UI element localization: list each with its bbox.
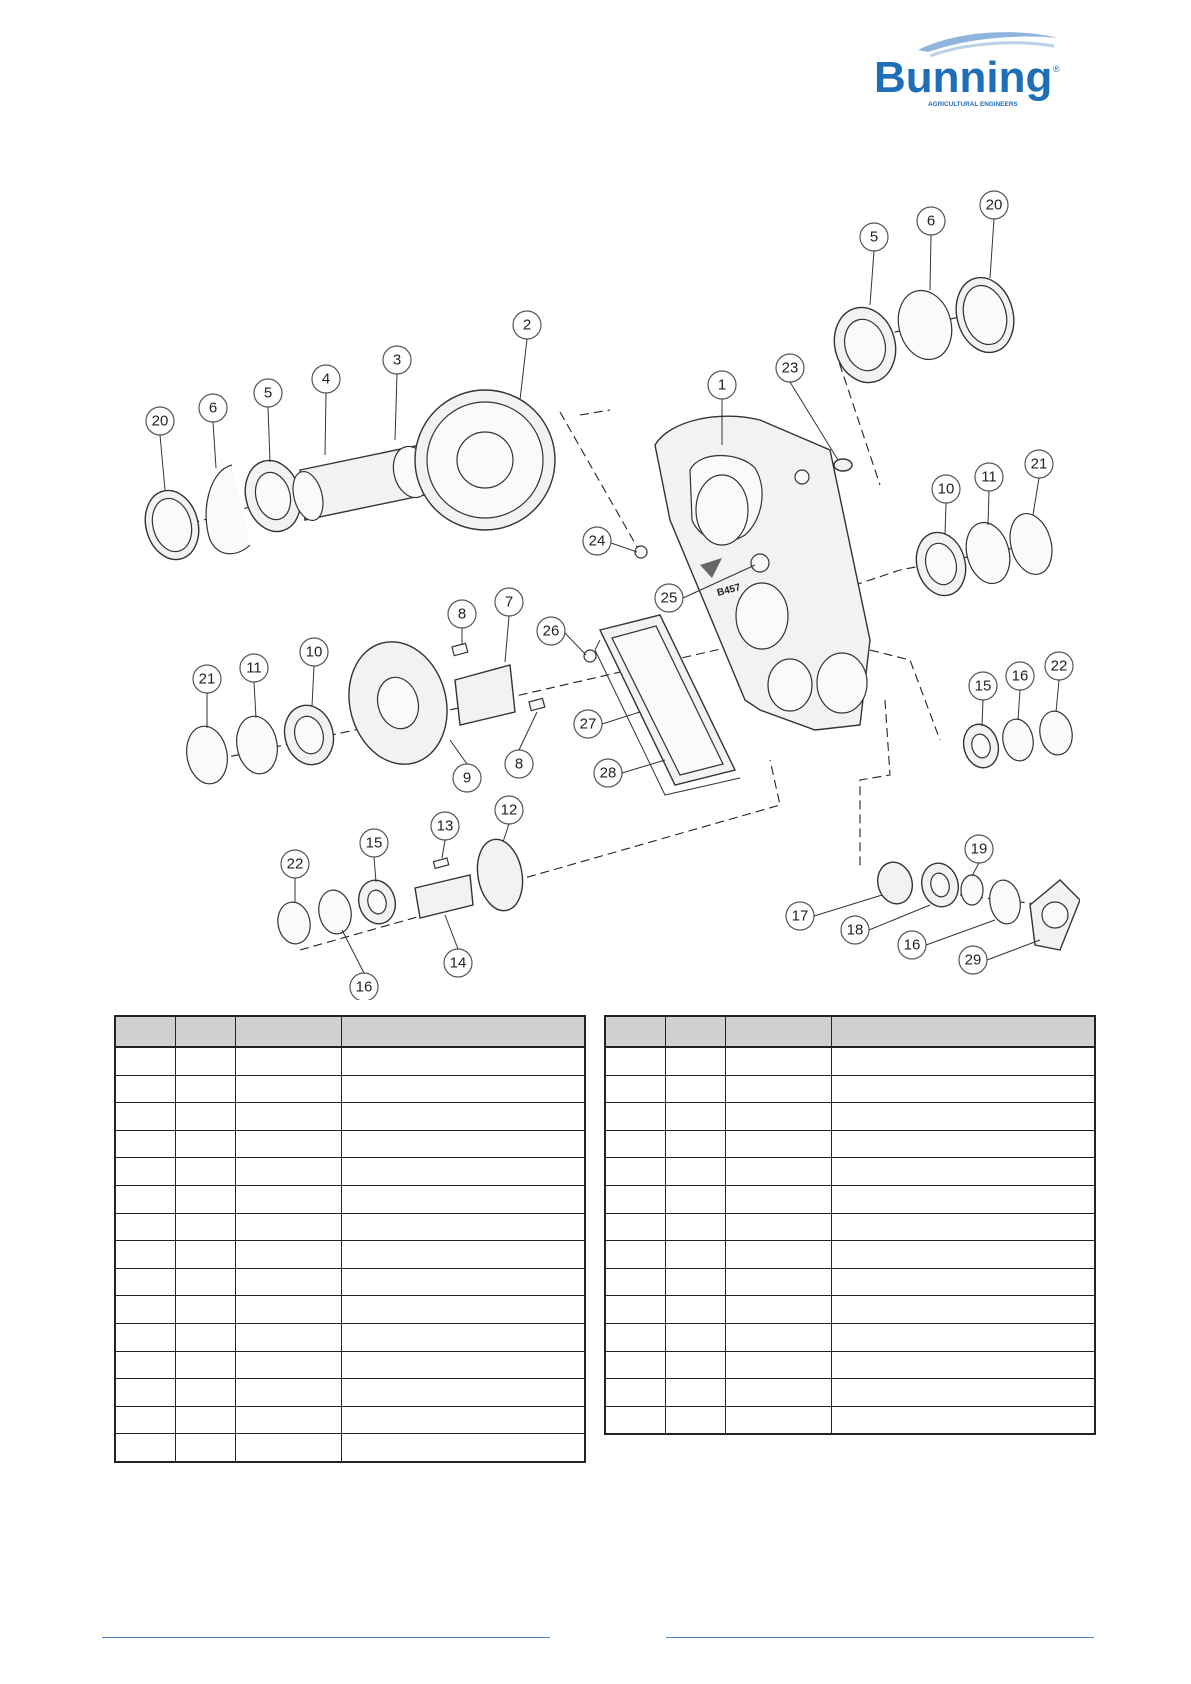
callout-11b [240,654,268,682]
callout-22b [1045,652,1073,680]
svg-text:18: 18 [846,921,864,939]
callout-24 [583,527,611,555]
parts-table-right [604,1015,1096,1435]
callout-26 [537,617,565,645]
svg-text:26: 26 [542,622,560,640]
table-cell [831,1075,1095,1103]
table-cell [665,1047,725,1075]
table-body [605,1047,1095,1434]
middle-right-bearing-set [910,509,1059,601]
table-cell [665,1241,725,1269]
callout-7 [495,588,523,616]
table-cell [605,1406,665,1434]
callout-23 [776,354,804,382]
table-row [605,1241,1095,1269]
svg-text:1: 1 [717,376,727,394]
svg-text:16: 16 [355,978,373,996]
table-cell [831,1351,1095,1379]
svg-text:3: 3 [392,351,402,369]
table-cell [665,1296,725,1324]
table-cell [115,1241,175,1269]
table-row [115,1268,585,1296]
svg-text:5: 5 [263,384,273,402]
table-header-row [115,1016,585,1047]
callout-15a [360,829,388,857]
callout-27 [574,710,602,738]
table-cell [341,1075,585,1103]
callout-16c [898,931,926,959]
table-cell [725,1130,831,1158]
svg-text:21: 21 [1030,455,1048,473]
svg-text:2: 2 [522,316,532,334]
table-cell [115,1379,175,1407]
svg-text:4: 4 [321,370,331,388]
table-cell [341,1268,585,1296]
callout-8b [505,750,533,778]
table-cell [665,1075,725,1103]
table-row [115,1047,585,1075]
svg-text:29: 29 [964,951,982,969]
table-cell [605,1047,665,1075]
table-cell [235,1268,341,1296]
table-row [605,1130,1095,1158]
table-cell [341,1185,585,1213]
table-cell [605,1296,665,1324]
table-cell [175,1434,235,1462]
table-cell [341,1158,585,1186]
table-cell [235,1351,341,1379]
table-cell [235,1406,341,1434]
callout-22a [281,850,309,878]
svg-text:17: 17 [791,907,809,925]
callout-6b [917,207,945,235]
table-cell [235,1130,341,1158]
table-cell [665,1185,725,1213]
table-cell [725,1047,831,1075]
table-cell [115,1406,175,1434]
callout-12 [495,796,523,824]
callout-1 [708,371,736,399]
table-cell [115,1434,175,1462]
table-header-row [605,1016,1095,1047]
table-cell [341,1296,585,1324]
table-cell [831,1130,1095,1158]
svg-text:11: 11 [246,659,262,677]
table-cell [235,1185,341,1213]
table-cell [175,1185,235,1213]
svg-text:10: 10 [305,643,323,661]
table-cell [665,1130,725,1158]
callout-10a [932,475,960,503]
parts-table-left [114,1015,586,1463]
table-cell [235,1075,341,1103]
table-row [115,1296,585,1324]
svg-text:11: 11 [981,468,997,486]
table-row [605,1047,1095,1075]
table-cell [605,1075,665,1103]
table-cell [665,1379,725,1407]
callout-18 [841,916,869,944]
callout-4 [312,365,340,393]
table-body [115,1047,585,1462]
svg-text:22: 22 [286,855,304,873]
footer-line-left [102,1637,550,1638]
bunning-logo [868,22,1068,112]
logo-swoosh [918,32,1058,52]
callout-10b [300,638,328,666]
table-cell [725,1268,831,1296]
table-row [605,1406,1095,1434]
table-cell [341,1351,585,1379]
table-row [115,1241,585,1269]
svg-text:8: 8 [514,755,524,773]
svg-text:15: 15 [974,677,992,695]
svg-text:21: 21 [198,670,216,688]
table-cell [175,1047,235,1075]
table-cell [831,1047,1095,1075]
table-cell [605,1323,665,1351]
table-row [115,1185,585,1213]
table-cell [725,1158,831,1186]
exploded-parts-diagram [120,180,1080,1000]
svg-text:14: 14 [449,954,467,972]
callout-16b [1006,662,1034,690]
table-cell [341,1323,585,1351]
svg-text:27: 27 [579,715,597,733]
callout-6 [199,394,227,422]
callout-5b [860,223,888,251]
table-cell [115,1075,175,1103]
table-cell [605,1268,665,1296]
table-cell [831,1103,1095,1131]
table-row [115,1434,585,1462]
table-cell [725,1241,831,1269]
table-cell [115,1158,175,1186]
table-cell [115,1185,175,1213]
callout-14 [444,949,472,977]
table-cell [175,1268,235,1296]
svg-text:12: 12 [500,801,518,819]
svg-text:5: 5 [869,228,879,246]
logo-registered: ® [1053,64,1060,74]
table-cell [175,1323,235,1351]
table-row [605,1075,1095,1103]
table-cell [235,1296,341,1324]
svg-text:28: 28 [599,764,617,782]
table-cell [605,1185,665,1213]
table-cell [725,1351,831,1379]
table-row [115,1351,585,1379]
table-row [115,1130,585,1158]
svg-text:8: 8 [457,605,467,623]
middle-left-gear-assembly [182,631,545,787]
table-cell [605,1103,665,1131]
callout-21b [193,665,221,693]
table-cell [175,1379,235,1407]
table-cell [115,1351,175,1379]
table-cell [605,1351,665,1379]
table-row [115,1103,585,1131]
table-cell [725,1075,831,1103]
svg-text:10: 10 [937,480,955,498]
table-cell [725,1103,831,1131]
logo-tagline: AGRICULTURAL ENGINEERS [928,101,1018,108]
table-cell [175,1241,235,1269]
table-row [115,1406,585,1434]
svg-text:15: 15 [365,834,383,852]
table-cell [831,1158,1095,1186]
table-cell [665,1351,725,1379]
callout-20b [980,191,1008,219]
table-cell [665,1158,725,1186]
table-cell [341,1213,585,1241]
svg-text:20: 20 [985,196,1003,214]
callout-11a [975,463,1003,491]
table-cell [665,1323,725,1351]
table-row [605,1103,1095,1131]
svg-text:20: 20 [151,412,169,430]
table-row [605,1213,1095,1241]
table-cell [725,1406,831,1434]
table-cell [175,1351,235,1379]
table-cell [115,1268,175,1296]
table-cell [235,1379,341,1407]
callout-17 [786,902,814,930]
lower-pinion-assembly [275,836,528,947]
table-cell [725,1379,831,1407]
callout-2 [513,311,541,339]
table-cell [115,1047,175,1075]
table-cell [605,1158,665,1186]
table-cell [665,1268,725,1296]
callout-5 [254,379,282,407]
table-row [605,1158,1095,1186]
table-cell [605,1241,665,1269]
svg-text:24: 24 [588,532,606,550]
table-cell [115,1103,175,1131]
table-cell [235,1103,341,1131]
table-cell [665,1406,725,1434]
callout-16a [350,973,378,1000]
table-cell [175,1213,235,1241]
callout-13 [431,812,459,840]
callout-29 [959,946,987,974]
callout-3 [383,346,411,374]
table-cell [605,1213,665,1241]
table-cell [235,1047,341,1075]
table-cell [115,1296,175,1324]
table-cell [605,1379,665,1407]
assembly-lines [150,305,1045,950]
table-cell [235,1434,341,1462]
table-cell [831,1296,1095,1324]
table-cell [725,1213,831,1241]
table-cell [235,1158,341,1186]
table-cell [235,1241,341,1269]
table-row [605,1268,1095,1296]
callout-9 [453,764,481,792]
table-cell [341,1130,585,1158]
table-cell [115,1130,175,1158]
table-row [115,1158,585,1186]
callout-19 [965,835,993,863]
table-cell [175,1130,235,1158]
table-cell [175,1296,235,1324]
table-row [605,1379,1095,1407]
svg-text:9: 9 [462,769,472,787]
upper-right-bearing-set [826,271,1022,471]
footer-line-right [666,1637,1094,1638]
table-cell [175,1406,235,1434]
callout-15b [969,672,997,700]
table-cell [725,1296,831,1324]
table-cell [235,1323,341,1351]
table-cell [831,1241,1095,1269]
svg-text:23: 23 [781,359,799,377]
table-cell [831,1213,1095,1241]
table-row [115,1075,585,1103]
table-cell [175,1103,235,1131]
svg-text:6: 6 [208,399,218,417]
table-row [605,1185,1095,1213]
svg-text:6: 6 [926,212,936,230]
table-cell [341,1434,585,1462]
table-cell [341,1379,585,1407]
table-cell [235,1213,341,1241]
upper-shaft-assembly [138,390,555,566]
table-cell [341,1103,585,1131]
table-row [605,1323,1095,1351]
table-row [605,1351,1095,1379]
table-row [115,1323,585,1351]
lower-right-bearing-set [873,709,1080,950]
table-cell [831,1379,1095,1407]
table-row [115,1379,585,1407]
svg-text:7: 7 [504,593,514,611]
callout-28 [594,759,622,787]
table-cell [175,1075,235,1103]
svg-text:16: 16 [1011,667,1029,685]
table-cell [665,1213,725,1241]
table-cell [831,1323,1095,1351]
table-cell [175,1158,235,1186]
table-cell [341,1047,585,1075]
svg-text:16: 16 [903,936,921,954]
table-row [605,1296,1095,1324]
callout-8a [448,600,476,628]
table-cell [831,1406,1095,1434]
table-cell [341,1241,585,1269]
callout-25 [655,584,683,612]
table-cell [665,1103,725,1131]
callout-20 [146,407,174,435]
svg-text:13: 13 [436,817,454,835]
table-cell [115,1323,175,1351]
table-cell [605,1130,665,1158]
table-cell [831,1268,1095,1296]
svg-text:22: 22 [1050,657,1068,675]
table-cell [831,1185,1095,1213]
table-cell [725,1323,831,1351]
callout-21a [1025,450,1053,478]
table-cell [115,1213,175,1241]
table-row [115,1213,585,1241]
housing-stamp: B457 [715,582,742,599]
table-cell [725,1185,831,1213]
svg-text:25: 25 [660,589,678,607]
svg-text:19: 19 [970,840,988,858]
table-cell [341,1406,585,1434]
logo-brand: Bunning [874,53,1053,102]
